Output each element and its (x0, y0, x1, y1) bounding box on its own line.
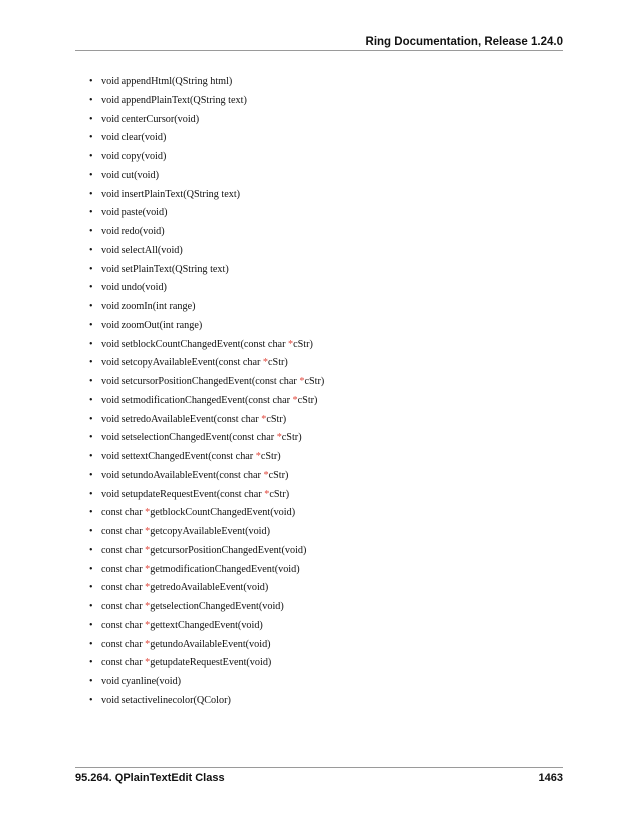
method-list-item (0, 504, 324, 523)
bullet-icon: • (89, 244, 93, 256)
item-text-suffix: getredoAvailableEvent(void) (150, 582, 269, 594)
item-text-prefix: const char (101, 638, 146, 650)
item-text-suffix: getmodificationChangedEvent(void) (150, 563, 300, 575)
page-footer (75, 770, 563, 786)
pointer-star: * (145, 638, 151, 650)
bullet-icon: • (89, 319, 93, 331)
method-list-item (0, 429, 324, 448)
item-text-prefix: void zoomIn(int range) (101, 301, 196, 312)
item-text-suffix: cStr) (304, 376, 325, 387)
method-list (0, 73, 324, 711)
bullet-icon: • (89, 113, 93, 125)
method-list-item (0, 111, 324, 130)
bullet-icon: • (89, 563, 93, 575)
item-text-suffix: getcursorPositionChangedEvent(void) (150, 544, 307, 556)
bullet-icon: • (89, 376, 93, 387)
pointer-star: * (288, 338, 294, 350)
item-text-prefix: const char (101, 563, 146, 575)
pointer-star: * (292, 394, 298, 406)
bullet-icon: • (89, 357, 93, 369)
bullet-icon: • (89, 282, 93, 294)
method-list-item (0, 486, 324, 505)
method-list-item (0, 204, 324, 223)
bullet-icon: • (89, 94, 93, 106)
item-text-prefix: void setactivelinecolor(QColor) (101, 694, 231, 706)
pointer-star: * (145, 582, 151, 594)
pointer-star: * (145, 563, 151, 575)
method-list-item (0, 186, 324, 205)
method-list-item (0, 542, 324, 561)
item-text-prefix: void cut(void) (101, 169, 160, 181)
bullet-icon: • (89, 507, 93, 519)
pointer-star: * (145, 507, 151, 519)
method-list-item (0, 598, 324, 617)
bullet-icon: • (89, 526, 93, 537)
method-list-item (0, 354, 324, 373)
method-list-item (0, 636, 324, 655)
item-text-prefix: void setPlainText(QString text) (101, 263, 229, 275)
item-text-prefix: void appendPlainText(QString text) (101, 94, 247, 106)
bullet-icon: • (89, 301, 93, 312)
pointer-star: * (145, 657, 151, 669)
pointer-star: * (262, 357, 268, 369)
pointer-star: * (255, 451, 261, 462)
bullet-icon: • (89, 207, 93, 219)
pointer-star: * (145, 526, 151, 537)
item-text-prefix: void setupdateRequestEvent(const char (101, 488, 265, 500)
bullet-icon: • (89, 394, 93, 406)
method-list-item (0, 373, 324, 392)
item-text-prefix: void centerCursor(void) (101, 113, 200, 125)
item-text-suffix: getcopyAvailableEvent(void) (150, 526, 270, 537)
bullet-icon: • (89, 657, 93, 669)
item-text-suffix: getblockCountChangedEvent(void) (150, 507, 296, 519)
method-list-item (0, 692, 324, 711)
pointer-star: * (145, 619, 151, 631)
item-text-prefix: const char (101, 601, 146, 612)
item-text-prefix: const char (101, 582, 146, 594)
footer-divider (75, 767, 563, 768)
pointer-star: * (276, 432, 282, 444)
bullet-icon: • (89, 676, 93, 687)
method-list-item (0, 261, 324, 280)
item-text-prefix: void setcursorPositionChangedEvent(const char (101, 376, 300, 387)
item-text-prefix: void selectAll(void) (101, 244, 183, 256)
item-text-prefix: const char (101, 619, 146, 631)
method-list-item (0, 223, 324, 242)
item-text-suffix: cStr) (260, 451, 281, 462)
pointer-star: * (145, 601, 151, 612)
item-text-suffix: cStr) (266, 413, 287, 425)
item-text-suffix: getundoAvailableEvent(void) (150, 638, 271, 650)
footer-section-title: 95.264. QPlainTextEdit Class (75, 772, 225, 784)
item-text-suffix: cStr) (268, 357, 288, 369)
item-text-suffix: getupdateRequestEvent(void) (150, 657, 272, 669)
footer-page-number: 1463 (538, 772, 563, 784)
pointer-star: * (264, 488, 270, 500)
item-text-prefix: void paste(void) (101, 207, 168, 219)
method-list-item (0, 148, 324, 167)
item-text-suffix: gettextChangedEvent(void) (150, 619, 263, 631)
item-text-prefix: void insertPlainText(QString text) (101, 188, 241, 200)
method-list-item (0, 673, 324, 692)
item-text-prefix: void cyanline(void) (101, 676, 182, 687)
bullet-icon: • (89, 413, 93, 425)
item-text-prefix: const char (101, 544, 146, 556)
item-text-prefix: void copy(void) (101, 151, 167, 162)
header-divider (75, 50, 563, 51)
bullet-icon: • (89, 76, 93, 87)
item-text-prefix: void setredoAvailableEvent(const char (101, 413, 262, 425)
bullet-icon: • (89, 226, 93, 237)
pointer-star: * (299, 376, 305, 387)
item-text-suffix: cStr) (268, 469, 289, 481)
item-text-prefix: void redo(void) (101, 226, 165, 237)
item-text-prefix: void setmodificationChangedEvent(const char (101, 394, 293, 406)
item-text-prefix: const char (101, 657, 146, 669)
page-header-title: Ring Documentation, Release 1.24.0 (365, 36, 563, 48)
method-list-item (0, 73, 324, 92)
bullet-icon: • (89, 132, 93, 144)
item-text-prefix: const char (101, 526, 146, 537)
item-text-prefix: void settextChangedEvent(const char (101, 451, 256, 462)
method-list-item (0, 654, 324, 673)
method-list-item (0, 411, 324, 430)
item-text-suffix: cStr) (269, 488, 290, 500)
item-text-prefix: const char (101, 507, 146, 519)
pointer-star: * (263, 469, 269, 481)
method-list-item (0, 392, 324, 411)
item-text-suffix: cStr) (297, 394, 318, 406)
bullet-icon: • (89, 469, 93, 481)
bullet-icon: • (89, 263, 93, 275)
method-list-item (0, 242, 324, 261)
bullet-icon: • (89, 544, 93, 556)
method-list-item (0, 523, 324, 542)
bullet-icon: • (89, 582, 93, 594)
item-text-prefix: void setcopyAvailableEvent(const char (101, 357, 263, 369)
method-list-item (0, 298, 324, 317)
method-list-item (0, 336, 324, 355)
bullet-icon: • (89, 601, 93, 612)
bullet-icon: • (89, 169, 93, 181)
item-text-suffix: getselectionChangedEvent(void) (150, 601, 284, 612)
method-list-item (0, 167, 324, 186)
method-list-item (0, 617, 324, 636)
bullet-icon: • (89, 638, 93, 650)
bullet-icon: • (89, 488, 93, 500)
method-list-item (0, 467, 324, 486)
bullet-icon: • (89, 619, 93, 631)
method-list-item (0, 129, 324, 148)
item-text-prefix: void zoomOut(int range) (101, 319, 203, 331)
pointer-star: * (261, 413, 267, 425)
item-text-prefix: void appendHtml(QString html) (101, 76, 233, 87)
method-list-item (0, 448, 324, 467)
item-text-prefix: void undo(void) (101, 282, 167, 294)
method-list-item (0, 279, 324, 298)
item-text-prefix: void clear(void) (101, 132, 167, 144)
bullet-icon: • (89, 338, 93, 350)
item-text-suffix: cStr) (281, 432, 302, 444)
method-list-item (0, 92, 324, 111)
method-list-item (0, 317, 324, 336)
bullet-icon: • (89, 151, 93, 162)
bullet-icon: • (89, 451, 93, 462)
bullet-icon: • (89, 432, 93, 444)
item-text-prefix: void setundoAvailableEvent(const char (101, 469, 264, 481)
item-text-prefix: void setselectionChangedEvent(const char (101, 432, 277, 444)
item-text-prefix: void setblockCountChangedEvent(const char (101, 338, 289, 350)
pointer-star: * (145, 544, 151, 556)
bullet-icon: • (89, 188, 93, 200)
bullet-icon: • (89, 694, 93, 706)
item-text-suffix: cStr) (293, 338, 313, 350)
method-list-item (0, 579, 324, 598)
method-list-item (0, 561, 324, 580)
